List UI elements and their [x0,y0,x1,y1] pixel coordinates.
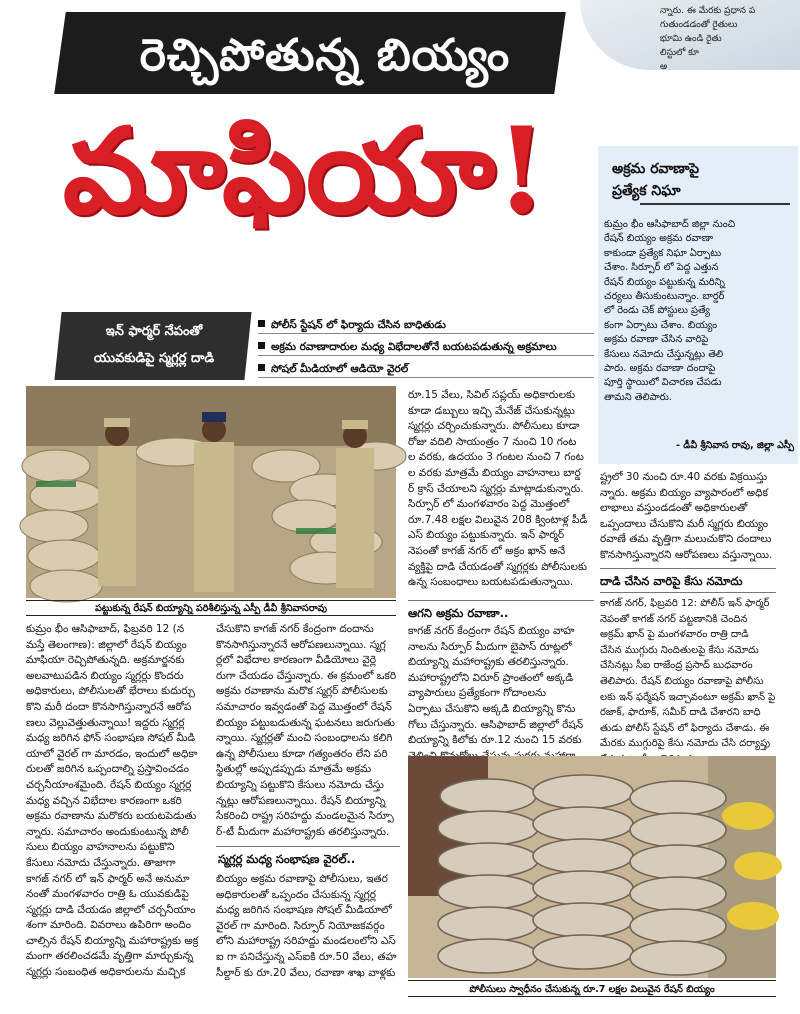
bullet-item [258,360,594,378]
main-headline: మాఫియా! [62,101,548,240]
article-column-1: కుమ్రం భీం ఆసిఫాబాద్, ఫిబ్రవరి 12 (న మస్తే తెలంగాణ): జిల్లాలో రేషన్ బియ్యం మాఫియా రెచ్చిపోతున్నది. అక్రమార్జనకు అలవాటుపడిన బియ్యం స్మగ్లర్లు కొందరు అధికారులు, పోలీసులతో భేరాలు కుదుర్చు కొని మరీ దందా కొనసాగిస్తున్నారనే ఆరోప ణలు వెల్లువెత్తుతున్నాయి! ఇద్దరు స్మగ్లర్ల మధ్య జరిగిన ఫోన్ సంభాషణ సోషల్ మీడి యాలో వైరల్ గా మారడం, ఇందులో అధికా రులతో జరిగిన ఒప్పందాల్ని ప్రస్తావించడం చర్చనీయాంశమైంది. రేషన్ బియ్యం స్మగ్లర్ల మధ్య వచ్చిన విభేదాల కారణంగా ఒకరి అక్రమ రవాణాను మరొకరు బయటపెడుతు న్నారు. సమాచారం అందుకుంటున్న పోలీ సులు బియ్యం వాహనాలను పట్టుకొని కేసులు నమోదు చేస్తున్నారు. తాజాగా కాగజ్ నగర్ లో ఇన్ ఫార్మర్ అనే అనుమా నంతో మంగళవారం రాత్రి ఓ యువకుడిపై స్మగ్లర్లు దాడి చేయడం జిల్లాలో చర్చనీయాం శంగా మారింది. వివరాలు ఉపిరిగా అందిం చాల్సిన రేషన్ బియ్యాన్ని మహారాష్ట్రకు అక్ర మంగా తరలించడమే వృత్తిగా మార్చుకున్న స్మగ్లర్లు సంబంధిత అధికారులను మచ్చిక [26,623,199,979]
bullet-text: అక్రమ రవాణాదారుల మధ్య విభేదాలతోనే బయటపడుతున్న అక్రమాలు [271,341,557,353]
subhead-rule [216,846,400,847]
informer-headline: ఇన్ ఫార్మర్ నేపంతో యువకుడిపై స్మగ్లర్ల దాడి [93,324,215,366]
subhead-rule [600,592,776,593]
bullet-square-icon [258,342,265,349]
article-column-2b: బియ్యం అక్రమ రవాణాపై పోలీసులు, ఇతర అధికారులతో ఒప్పందం చేసుకున్న స్మగ్లర్ల మధ్య జరిగిన సంభాషణ సోషల్ మీడియాలో వైరల్ గా మారింది. సిర్పూర్ నియోజకవర్గం లోని మహారాష్ట్ర సరిహద్దు మండలంలోని ఎస్ ఐ గా పనిచేస్తున్న ఎస్ఐకి రూ.50 వేలు, తహ సీల్దార్ కు రూ.20 వేలు, రవాణా శాఖ వాళ్లకు [216,873,397,979]
seized-rice-bags-photo [408,756,776,978]
bullet-square-icon [258,364,265,371]
subhead-case-registered: దాడి చేసిన వారిపై కేసు నమోదు [600,574,743,588]
photo2-caption: పోలీసులు స్వాధీనం చేసుకున్న రూ.7 లక్షల విలువైన రేషన్ బియ్యం [408,980,776,997]
bullet-text: సోషల్ మీడియాలో ఆడియో వైరల్ [271,363,409,375]
sidebar-title: అక్రమ రవాణాపై ప్రత్యేక నిఘా [612,161,700,199]
kicker-headline: రెచ్చిపోతున్న బియ్యం [139,30,511,81]
bullet-square-icon [258,320,265,327]
article-column-3: రూ.15 వేలు, సివిల్ సప్లయ్ అధికారులకు కూడా డబ్బులు ఇచ్చి మేనేజ్ చేసుకున్నట్లు స్మగ్లర్లు చర్చించుకున్నారు. పోలీసులు కూడా రోజు వదిలి సాయంత్రం 7 నుంచి 10 గంట ల వరకు, ఉదయం 3 గంటల నుంచి 7 గంట ల వరకు మాత్రమే బియ్యం వాహనాలు బార్డ ర్ క్రాస్ చేయాలని స్మగ్లర్లు మాట్లాడుకున్నారు. సిర్పూర్ లో మంగళవారం పెద్ద మొత్తంలో రూ.7.48 లక్షల విలువైన 208 క్వింటాళ్ల పీడీ ఎస్ బియ్యం పట్టుకున్నారు. ఇన్ ఫార్మర్ నెపంతో కాగజ్ నగర్ లో అక్రం ఖాన్ అనే వ్యక్తిపై దాడి చేయడంతో స్మగ్లర్లకు పోలీసులకు ఉన్న సంబంధాలు బయటపడుతున్నాయి. [408,389,588,589]
sidebar-signature: - డీవీ శ్రీనివాస రావు, జిల్లా ఎస్పీ [676,440,794,451]
subhead-smugglers-conversation: స్మగ్లర్ల మధ్య సంభాషణ వైరల్.. [218,852,356,866]
corner-continued-text: న్నారు. ఈ మేరకు ప్రధాన ప గుతుండడంతో రైతులు భూమి ఉండి రైతు లిస్టులో కూ అ [660,6,756,72]
bullet-item [258,338,594,356]
sidebar-body: కుమ్రం భీం ఆసిఫాబాద్ జిల్లా నుంచి రేషన్ బియ్యం అక్రమ రవాణా కాకుండా ప్రత్యేక నిఘా ఏర్పాటు చేశాం. సిర్పూర్ లో పెద్ద ఎత్తున రేషన్ బియ్యం పట్టుకున్న మరిన్ని చర్యలు తీసుకుంటున్నాం. బార్డర్ లో రెండు చెక్ పోస్టులు ప్రత్యే కంగా ఏర్పాటు చేశాం. బియ్యం అక్రమ రవాణా చేసిన వారిపై కేసులు నమోదు చేస్తున్నట్లు తెలి పారు. అక్రమ రవాణా దందాపై పూర్తి స్థాయిలో విచారణ చేపడు తామని తెలిపారు. [604,219,736,403]
subhead-rule [408,600,594,601]
article-column-2: చేసుకొని కాగజ్ నగర్ కేంద్రంగా దందాను కొనసాగిస్తున్నారనే ఆరోపణలున్నాయి. స్మగ్ల ర్లలో విభేదాల కారణంగా వీడియోలు వైర్లె రుగా చేయడం చేస్తున్నారు. ఈ క్రమంలో ఒకరి అక్రమ రవాణాను మరొక స్మగ్లర్ పోలీసులకు సమాచారం ఇవ్వడంతో పెద్ద మొత్తంలో రేషన్ బియ్యం పట్టుబడుతున్న ఘటనలు జరుగుతు న్నాయి. స్మగ్లర్లతో మంచి సంబంధాలను కలిగి ఉన్న పోలీసులు కూడా గత్యంతరం లేని పరి స్థితుల్లో అప్పుడప్పుడు మాత్రమే అక్రమ బియ్యాన్ని పట్టుకొని కేసులు నమోదు చేస్తు న్నట్లు ఆరోపణలున్నాయి. రేషన్ బియ్యాన్ని సేకరించి రాష్ట్ర సరిహద్దు మండలమైన సిర్పూ ర్-టీ మీదుగా మహారాష్ట్రకు తరలిస్తున్నారు. [216,623,397,838]
bullet-item [258,316,594,334]
bullet-text: పోలీస్ స్టేషన్ లో ఫిర్యాదు చేసిన బాధితుడు [271,319,446,331]
article-column-3b: కాగజ్ నగర్ కేంద్రంగా రేషన్ బియ్యం వాహ నాలను సిర్పూర్ మీదుగా బైపాస్ రూట్లలో బియ్యాన్ని మహారాష్ట్రకు తరలిస్తున్నారు. మహారాష్ట్రలోని విరూర్ ప్రాంతంలో అక్కడి వ్యాపారులు ప్రత్యేకంగా గోదాంలను ఏర్పాటు చేసుకొని అక్కడి బియ్యాన్ని కొను గోలు చేస్తున్నారు. ఆసిఫాబాద్ జిల్లాలో రేషన్ బియ్యాన్ని కిలోకు రూ.12 నుంచి 15 వరకు [408,625,584,747]
sidebar-divider [640,203,790,205]
subhead-unstopped-transport: ఆగని అక్రమ రవాణా.. [408,606,509,620]
subhead-rule [600,568,776,569]
photo1-caption: పట్టుకున్న రేషన్ బియ్యాన్ని పరిశీలిస్తున్న ఎస్పీ డీవీ శ్రీనివాసరావు [26,600,396,616]
article-column-4: ష్ట్రలో 30 నుంచి రూ.40 వరకు విక్రయిస్తు న్నారు. అక్రమ బియ్యం వ్యాపారంలో అధిక లాభాలు వస్తుండడంతో అధికారులతో ఒప్పందాలు చేసుకొని మరీ స్మగ్లరు బియ్యం రవాణే తమ వృత్తిగా మలుచుకొని దందాలు కొనసాగిస్తున్నారని ఆరోపణలు వస్తున్నాయి. [600,471,773,561]
police-inspection-photo [26,386,396,598]
article-column-4b: కాగజ్ నగర్, ఫిబ్రవరి 12: పోలీస్ ఇన్ ఫార్మర్ నెపంతో కాగజ్ నగర్ పట్టణానికి చెందిన అక్రమ్ ఖాన్ పై మంగళవారం రాత్రి దాడి చేసిన ముగ్గురు నిందితులపై కేసు నమోదు చేసినట్లు సీఐ రాజేంద్ర ప్రసాద్ బుధవారం తెలిపారు. రేషన్ బియ్యం రవాణాపై పోలీసు లకు ఇన్ ఫర్మేషన్ ఇచ్చావంటూ అక్రమ్ ఖాన్ పై రజాక్, ఫారూక్, సమీర్ దాడి చేశారని బాధి తుడు పోలీస్ స్టేషన్ లో ఫిర్యాదు చేశాడు. ఈ మేరకు ముగ్గురిపై కేసు నమోదు చేసి దర్యాప్తు [600,598,776,750]
